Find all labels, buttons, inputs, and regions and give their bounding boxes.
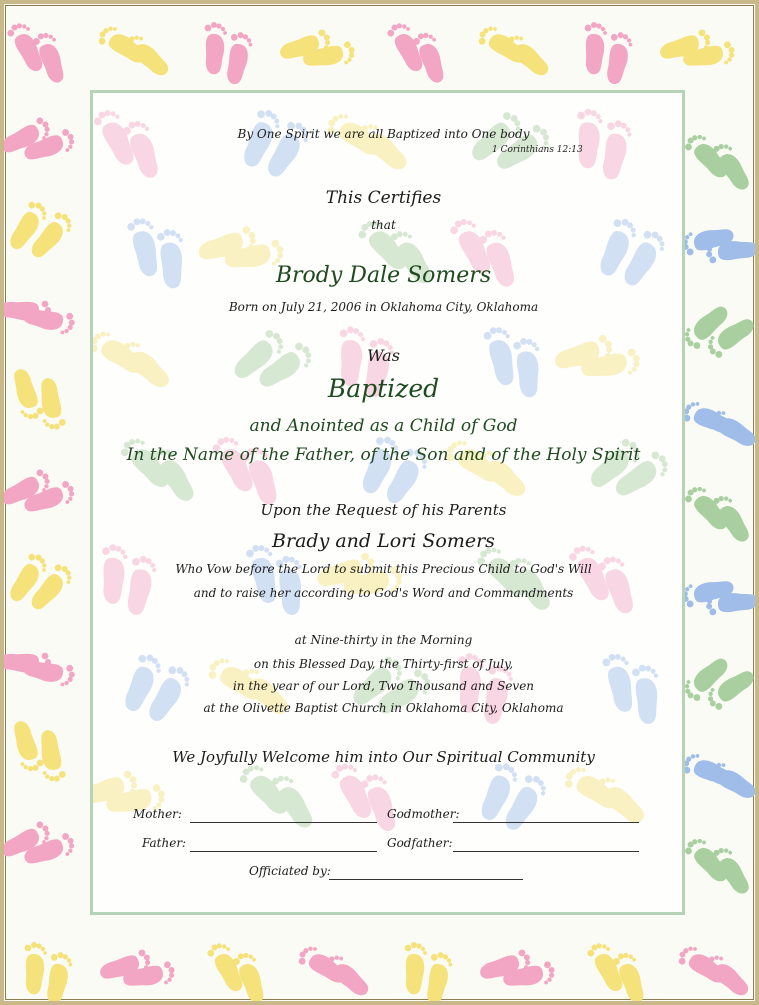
godfather-signature-line: [453, 851, 639, 852]
footprint-icon: [585, 22, 607, 74]
ceremony-time: at Nine-thirty in the Morning: [294, 633, 473, 647]
vow-line-2: and to raise her according to God's Word and Commandments: [193, 586, 574, 600]
footprint-icon: [7, 718, 46, 775]
baptized-heading: Baptized: [327, 374, 440, 403]
footprint-icon: [224, 31, 253, 86]
anointed-text: and Anointed as a Child of God: [249, 416, 518, 436]
footprint-icon: [405, 942, 427, 994]
footprint-icon: [424, 951, 453, 1005]
request-text: Upon the Request of his Parents: [260, 501, 507, 519]
that-text: that: [371, 218, 396, 232]
parents-names: Brady and Lori Somers: [272, 530, 495, 552]
this-certifies-heading: This Certifies: [325, 188, 442, 208]
godfather-label: Godfather:: [387, 836, 453, 850]
welcome-text: We Joyfully Welcome him into Our Spiritual Community: [172, 748, 595, 766]
officiant-signature-line: [329, 879, 523, 880]
footprint-icon: [44, 951, 73, 1005]
godmother-label: Godmother:: [387, 807, 460, 821]
footprint-icon: [631, 663, 663, 725]
ceremony-day: on this Blessed Day, the Thirty-first of July,: [253, 657, 514, 671]
was-text: Was: [367, 346, 400, 365]
birth-details: Born on July 21, 2006 in Oklahoma City, Oklahoma: [228, 300, 539, 314]
father-label: Father:: [142, 836, 187, 850]
mother-signature-line: [190, 822, 377, 823]
ceremony-church: at the Olivette Baptist Church in Oklahoma City, Oklahoma: [203, 701, 564, 715]
father-signature-line: [190, 851, 377, 852]
scripture-verse: By One Spirit we are all Baptized into One body: [237, 127, 530, 141]
footprint-icon: [205, 22, 227, 74]
godmother-signature-line: [453, 822, 639, 823]
ceremony-year: in the year of our Lord, Two Thousand and Seven: [232, 679, 535, 693]
mother-label: Mother:: [133, 807, 182, 821]
footprint-icon: [25, 942, 47, 994]
officiated-label: Officiated by:: [249, 864, 331, 878]
child-name: Brody Dale Somers: [275, 263, 492, 288]
vow-line-1: Who Vow before the Lord to submit this Precious Child to God's Will: [175, 562, 592, 576]
footprint-icon: [604, 31, 633, 86]
footprint-icon: [481, 663, 514, 726]
scripture-reference: 1 Corinthians 12:13: [492, 145, 583, 155]
trinity-text: In the Name of the Father, of the Son and of the Holy Spirit: [126, 445, 641, 465]
